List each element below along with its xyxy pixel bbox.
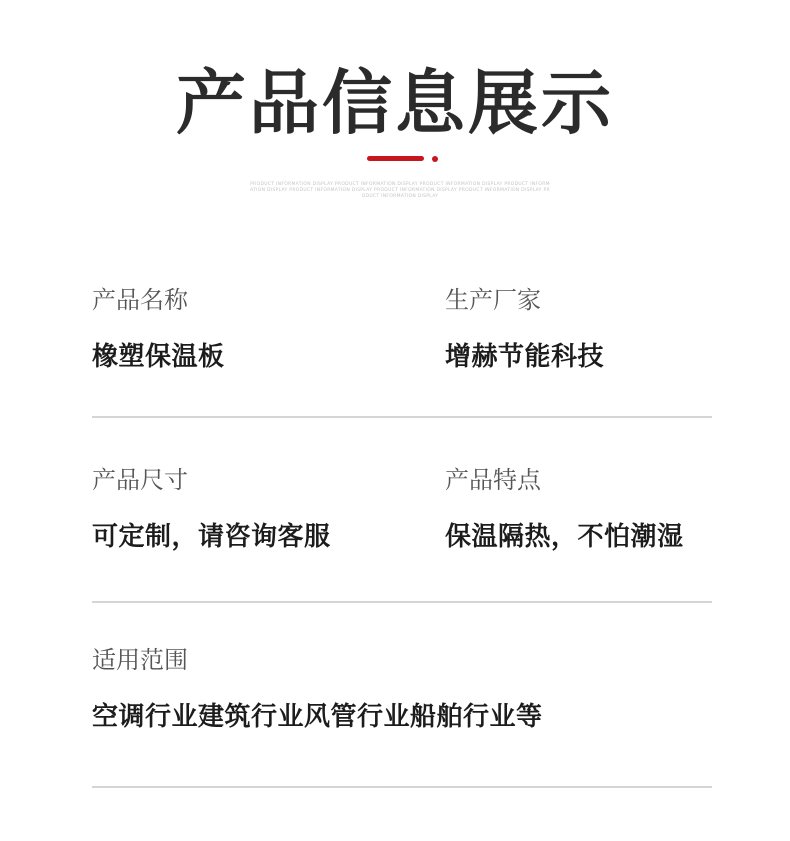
product-feature-value: 保温隔热，不怕潮湿	[445, 522, 684, 552]
product-feature-label: 产品特点	[445, 466, 541, 494]
product-size-value: 可定制，请咨询客服	[92, 522, 331, 552]
divider	[92, 416, 712, 418]
application-scope-value: 空调行业建筑行业风管行业船舶行业等	[92, 702, 543, 732]
divider	[92, 601, 712, 603]
product-size-label: 产品尺寸	[92, 466, 188, 494]
accent-bar	[367, 156, 424, 161]
product-size-cell	[92, 460, 331, 557]
product-name-label: 产品名称	[92, 286, 188, 314]
product-feature-cell	[445, 460, 684, 557]
product-name-value: 橡塑保温板	[92, 342, 225, 372]
title-accent	[367, 156, 427, 160]
page-title: 产品信息展示	[176, 62, 614, 144]
manufacturer-cell	[445, 280, 604, 377]
product-name-cell	[92, 280, 225, 377]
divider	[92, 786, 712, 788]
accent-dot	[432, 156, 438, 162]
info-row-name-maker	[92, 280, 712, 418]
manufacturer-label: 生产厂家	[445, 286, 541, 314]
application-scope-cell	[92, 640, 543, 737]
page-header	[0, 0, 790, 210]
manufacturer-value: 增赫节能科技	[445, 342, 605, 372]
page-subtitle: PRODUCT INFORMATION DISPLAY PRODUCT INFORMATION DISPLAY PRODUCT INFORMATION DISPLAY PRODUCT INFORMATION DISPLAY PRODUCT INFORMATION DISPLAY PRODUCT INFORMATION DISPLAY PRODUCT INFORMATION DISPLAY PRODUCT INFORMATION DISPLAY	[250, 182, 550, 199]
info-row-scope	[92, 640, 712, 788]
application-scope-label: 适用范围	[92, 646, 188, 674]
info-row-size-feature	[92, 460, 712, 603]
